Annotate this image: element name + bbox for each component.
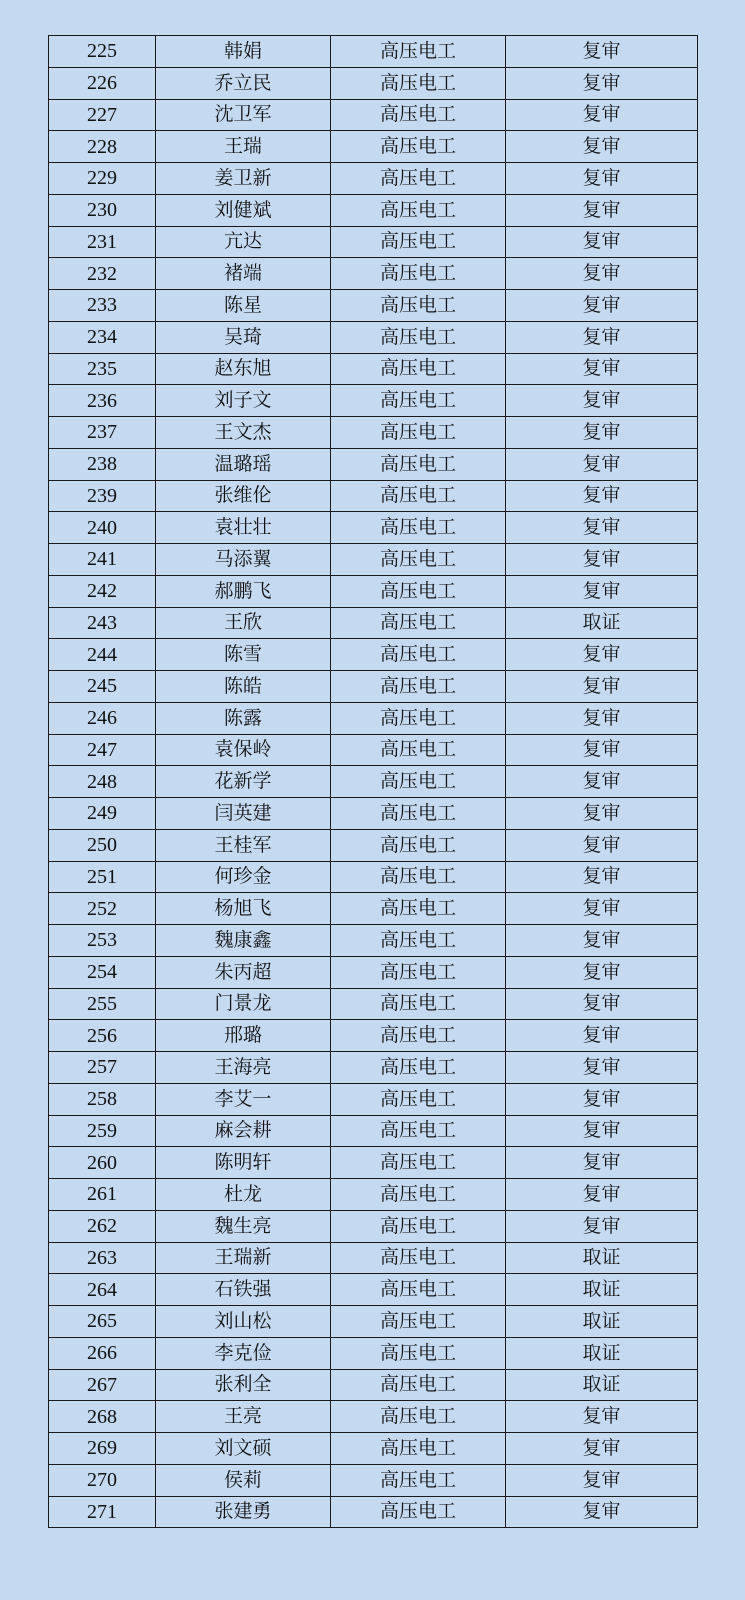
- table-row: [49, 829, 698, 861]
- status-cell: 取证: [506, 1369, 698, 1401]
- status-cell: 复审: [506, 766, 698, 798]
- status-cell: 取证: [506, 1306, 698, 1338]
- job-type-cell: 高压电工: [331, 734, 506, 766]
- name-cell: 王亮: [156, 1401, 331, 1433]
- table-row: [49, 1210, 698, 1242]
- status-cell: 复审: [506, 1464, 698, 1496]
- row-number-cell: 266: [49, 1337, 156, 1369]
- name-cell: 杨旭飞: [156, 893, 331, 925]
- job-type-cell: 高压电工: [331, 1433, 506, 1465]
- job-type-cell: 高压电工: [331, 988, 506, 1020]
- name-cell: 陈皓: [156, 671, 331, 703]
- job-type-cell: 高压电工: [331, 417, 506, 449]
- row-number-cell: 231: [49, 226, 156, 258]
- row-number-cell: 265: [49, 1306, 156, 1338]
- table-row: [49, 861, 698, 893]
- row-number-cell: 248: [49, 766, 156, 798]
- name-cell: 何珍金: [156, 861, 331, 893]
- name-cell: 朱丙超: [156, 956, 331, 988]
- table-row: [49, 1369, 698, 1401]
- job-type-cell: 高压电工: [331, 99, 506, 131]
- table-row: [49, 258, 698, 290]
- job-type-cell: 高压电工: [331, 1242, 506, 1274]
- table-row: [49, 544, 698, 576]
- name-cell: 闫英建: [156, 798, 331, 830]
- status-cell: 复审: [506, 258, 698, 290]
- job-type-cell: 高压电工: [331, 353, 506, 385]
- job-type-cell: 高压电工: [331, 956, 506, 988]
- job-type-cell: 高压电工: [331, 798, 506, 830]
- table-row: [49, 1337, 698, 1369]
- status-cell: 复审: [506, 226, 698, 258]
- name-cell: 袁保岭: [156, 734, 331, 766]
- name-cell: 王瑞新: [156, 1242, 331, 1274]
- name-cell: 马添翼: [156, 544, 331, 576]
- name-cell: 王瑞: [156, 131, 331, 163]
- table-row: [49, 925, 698, 957]
- table-row: [49, 1496, 698, 1528]
- name-cell: 刘文硕: [156, 1433, 331, 1465]
- name-cell: 李克俭: [156, 1337, 331, 1369]
- job-type-cell: 高压电工: [331, 163, 506, 195]
- status-cell: 复审: [506, 1147, 698, 1179]
- name-cell: 刘山松: [156, 1306, 331, 1338]
- job-type-cell: 高压电工: [331, 1210, 506, 1242]
- row-number-cell: 250: [49, 829, 156, 861]
- job-type-cell: 高压电工: [331, 1115, 506, 1147]
- table-row: [49, 417, 698, 449]
- table-row: [49, 1433, 698, 1465]
- status-cell: 复审: [506, 956, 698, 988]
- status-cell: 复审: [506, 1052, 698, 1084]
- name-cell: 沈卫军: [156, 99, 331, 131]
- status-cell: 复审: [506, 67, 698, 99]
- row-number-cell: 257: [49, 1052, 156, 1084]
- job-type-cell: 高压电工: [331, 131, 506, 163]
- table-row: [49, 99, 698, 131]
- table-row: [49, 1115, 698, 1147]
- status-cell: 复审: [506, 385, 698, 417]
- row-number-cell: 247: [49, 734, 156, 766]
- table-row: [49, 36, 698, 68]
- row-number-cell: 234: [49, 321, 156, 353]
- row-number-cell: 235: [49, 353, 156, 385]
- row-number-cell: 267: [49, 1369, 156, 1401]
- status-cell: 复审: [506, 1179, 698, 1211]
- table-row: [49, 1052, 698, 1084]
- job-type-cell: 高压电工: [331, 290, 506, 322]
- job-type-cell: 高压电工: [331, 861, 506, 893]
- job-type-cell: 高压电工: [331, 575, 506, 607]
- name-cell: 石铁强: [156, 1274, 331, 1306]
- name-cell: 陈露: [156, 702, 331, 734]
- name-cell: 亢达: [156, 226, 331, 258]
- table-row: [49, 1306, 698, 1338]
- name-cell: 花新学: [156, 766, 331, 798]
- row-number-cell: 256: [49, 1020, 156, 1052]
- job-type-cell: 高压电工: [331, 893, 506, 925]
- row-number-cell: 255: [49, 988, 156, 1020]
- job-type-cell: 高压电工: [331, 1464, 506, 1496]
- table-row: [49, 1020, 698, 1052]
- name-cell: 刘子文: [156, 385, 331, 417]
- table-row: [49, 956, 698, 988]
- row-number-cell: 230: [49, 194, 156, 226]
- name-cell: 乔立民: [156, 67, 331, 99]
- job-type-cell: 高压电工: [331, 1083, 506, 1115]
- name-cell: 王桂军: [156, 829, 331, 861]
- job-type-cell: 高压电工: [331, 1052, 506, 1084]
- row-number-cell: 253: [49, 925, 156, 957]
- row-number-cell: 232: [49, 258, 156, 290]
- status-cell: 复审: [506, 925, 698, 957]
- job-type-cell: 高压电工: [331, 1337, 506, 1369]
- name-cell: 王海亮: [156, 1052, 331, 1084]
- status-cell: 复审: [506, 988, 698, 1020]
- name-cell: 王文杰: [156, 417, 331, 449]
- name-cell: 李艾一: [156, 1083, 331, 1115]
- table-row: [49, 988, 698, 1020]
- status-cell: 复审: [506, 1433, 698, 1465]
- status-cell: 复审: [506, 1083, 698, 1115]
- table-row: [49, 194, 698, 226]
- status-cell: 取证: [506, 607, 698, 639]
- table-row: [49, 448, 698, 480]
- job-type-cell: 高压电工: [331, 67, 506, 99]
- row-number-cell: 243: [49, 607, 156, 639]
- table-row: [49, 734, 698, 766]
- table-row: [49, 1401, 698, 1433]
- table-row: [49, 321, 698, 353]
- row-number-cell: 233: [49, 290, 156, 322]
- row-number-cell: 264: [49, 1274, 156, 1306]
- row-number-cell: 261: [49, 1179, 156, 1211]
- status-cell: 复审: [506, 448, 698, 480]
- table-row: [49, 1274, 698, 1306]
- table-row: [49, 1464, 698, 1496]
- status-cell: 复审: [506, 163, 698, 195]
- status-cell: 复审: [506, 1210, 698, 1242]
- name-cell: 姜卫新: [156, 163, 331, 195]
- table-row: [49, 226, 698, 258]
- table-row: [49, 131, 698, 163]
- status-cell: 复审: [506, 575, 698, 607]
- status-cell: 取证: [506, 1274, 698, 1306]
- row-number-cell: 242: [49, 575, 156, 607]
- status-cell: 复审: [506, 861, 698, 893]
- status-cell: 复审: [506, 36, 698, 68]
- status-cell: 复审: [506, 1115, 698, 1147]
- table-row: [49, 607, 698, 639]
- name-cell: 杜龙: [156, 1179, 331, 1211]
- status-cell: 复审: [506, 353, 698, 385]
- name-cell: 袁壮壮: [156, 512, 331, 544]
- row-number-cell: 251: [49, 861, 156, 893]
- name-cell: 陈明轩: [156, 1147, 331, 1179]
- name-cell: 吴琦: [156, 321, 331, 353]
- row-number-cell: 229: [49, 163, 156, 195]
- row-number-cell: 260: [49, 1147, 156, 1179]
- job-type-cell: 高压电工: [331, 1369, 506, 1401]
- job-type-cell: 高压电工: [331, 36, 506, 68]
- row-number-cell: 246: [49, 702, 156, 734]
- roster-table-body: [49, 36, 698, 1528]
- name-cell: 张利全: [156, 1369, 331, 1401]
- row-number-cell: 226: [49, 67, 156, 99]
- status-cell: 复审: [506, 290, 698, 322]
- table-row: [49, 1147, 698, 1179]
- status-cell: 复审: [506, 321, 698, 353]
- name-cell: 韩娟: [156, 36, 331, 68]
- status-cell: 复审: [506, 194, 698, 226]
- status-cell: 复审: [506, 512, 698, 544]
- status-cell: 复审: [506, 544, 698, 576]
- row-number-cell: 268: [49, 1401, 156, 1433]
- job-type-cell: 高压电工: [331, 702, 506, 734]
- job-type-cell: 高压电工: [331, 512, 506, 544]
- status-cell: 复审: [506, 99, 698, 131]
- status-cell: 复审: [506, 702, 698, 734]
- job-type-cell: 高压电工: [331, 925, 506, 957]
- row-number-cell: 252: [49, 893, 156, 925]
- row-number-cell: 271: [49, 1496, 156, 1528]
- job-type-cell: 高压电工: [331, 639, 506, 671]
- job-type-cell: 高压电工: [331, 258, 506, 290]
- name-cell: 陈星: [156, 290, 331, 322]
- row-number-cell: 225: [49, 36, 156, 68]
- name-cell: 王欣: [156, 607, 331, 639]
- job-type-cell: 高压电工: [331, 448, 506, 480]
- name-cell: 魏生亮: [156, 1210, 331, 1242]
- table-row: [49, 353, 698, 385]
- job-type-cell: 高压电工: [331, 829, 506, 861]
- status-cell: 复审: [506, 1020, 698, 1052]
- name-cell: 刘健斌: [156, 194, 331, 226]
- table-row: [49, 1242, 698, 1274]
- row-number-cell: 258: [49, 1083, 156, 1115]
- row-number-cell: 263: [49, 1242, 156, 1274]
- job-type-cell: 高压电工: [331, 671, 506, 703]
- status-cell: 复审: [506, 1401, 698, 1433]
- table-row: [49, 575, 698, 607]
- row-number-cell: 241: [49, 544, 156, 576]
- row-number-cell: 259: [49, 1115, 156, 1147]
- status-cell: 取证: [506, 1242, 698, 1274]
- table-row: [49, 766, 698, 798]
- job-type-cell: 高压电工: [331, 1496, 506, 1528]
- name-cell: 温璐瑶: [156, 448, 331, 480]
- status-cell: 复审: [506, 131, 698, 163]
- row-number-cell: 270: [49, 1464, 156, 1496]
- row-number-cell: 249: [49, 798, 156, 830]
- table-row: [49, 385, 698, 417]
- name-cell: 张维伦: [156, 480, 331, 512]
- job-type-cell: 高压电工: [331, 1147, 506, 1179]
- job-type-cell: 高压电工: [331, 766, 506, 798]
- name-cell: 魏康鑫: [156, 925, 331, 957]
- status-cell: 复审: [506, 417, 698, 449]
- table-row: [49, 67, 698, 99]
- job-type-cell: 高压电工: [331, 194, 506, 226]
- table-row: [49, 702, 698, 734]
- name-cell: 门景龙: [156, 988, 331, 1020]
- row-number-cell: 236: [49, 385, 156, 417]
- job-type-cell: 高压电工: [331, 226, 506, 258]
- row-number-cell: 269: [49, 1433, 156, 1465]
- status-cell: 复审: [506, 639, 698, 671]
- status-cell: 复审: [506, 671, 698, 703]
- table-row: [49, 798, 698, 830]
- table-row: [49, 163, 698, 195]
- job-type-cell: 高压电工: [331, 1401, 506, 1433]
- job-type-cell: 高压电工: [331, 385, 506, 417]
- row-number-cell: 238: [49, 448, 156, 480]
- name-cell: 陈雪: [156, 639, 331, 671]
- status-cell: 复审: [506, 480, 698, 512]
- row-number-cell: 227: [49, 99, 156, 131]
- job-type-cell: 高压电工: [331, 607, 506, 639]
- status-cell: 复审: [506, 829, 698, 861]
- name-cell: 邢璐: [156, 1020, 331, 1052]
- row-number-cell: 228: [49, 131, 156, 163]
- status-cell: 取证: [506, 1337, 698, 1369]
- table-row: [49, 639, 698, 671]
- job-type-cell: 高压电工: [331, 1020, 506, 1052]
- name-cell: 麻会耕: [156, 1115, 331, 1147]
- table-row: [49, 290, 698, 322]
- name-cell: 郝鹏飞: [156, 575, 331, 607]
- job-type-cell: 高压电工: [331, 1274, 506, 1306]
- row-number-cell: 237: [49, 417, 156, 449]
- row-number-cell: 240: [49, 512, 156, 544]
- job-type-cell: 高压电工: [331, 1306, 506, 1338]
- table-row: [49, 893, 698, 925]
- status-cell: 复审: [506, 734, 698, 766]
- name-cell: 赵东旭: [156, 353, 331, 385]
- row-number-cell: 254: [49, 956, 156, 988]
- table-row: [49, 1083, 698, 1115]
- status-cell: 复审: [506, 893, 698, 925]
- job-type-cell: 高压电工: [331, 480, 506, 512]
- table-row: [49, 480, 698, 512]
- name-cell: 侯莉: [156, 1464, 331, 1496]
- job-type-cell: 高压电工: [331, 321, 506, 353]
- row-number-cell: 262: [49, 1210, 156, 1242]
- name-cell: 褚端: [156, 258, 331, 290]
- row-number-cell: 239: [49, 480, 156, 512]
- job-type-cell: 高压电工: [331, 1179, 506, 1211]
- table-row: [49, 512, 698, 544]
- row-number-cell: 245: [49, 671, 156, 703]
- roster-table: [48, 35, 698, 1528]
- table-row: [49, 671, 698, 703]
- row-number-cell: 244: [49, 639, 156, 671]
- table-row: [49, 1179, 698, 1211]
- job-type-cell: 高压电工: [331, 544, 506, 576]
- status-cell: 复审: [506, 1496, 698, 1528]
- name-cell: 张建勇: [156, 1496, 331, 1528]
- status-cell: 复审: [506, 798, 698, 830]
